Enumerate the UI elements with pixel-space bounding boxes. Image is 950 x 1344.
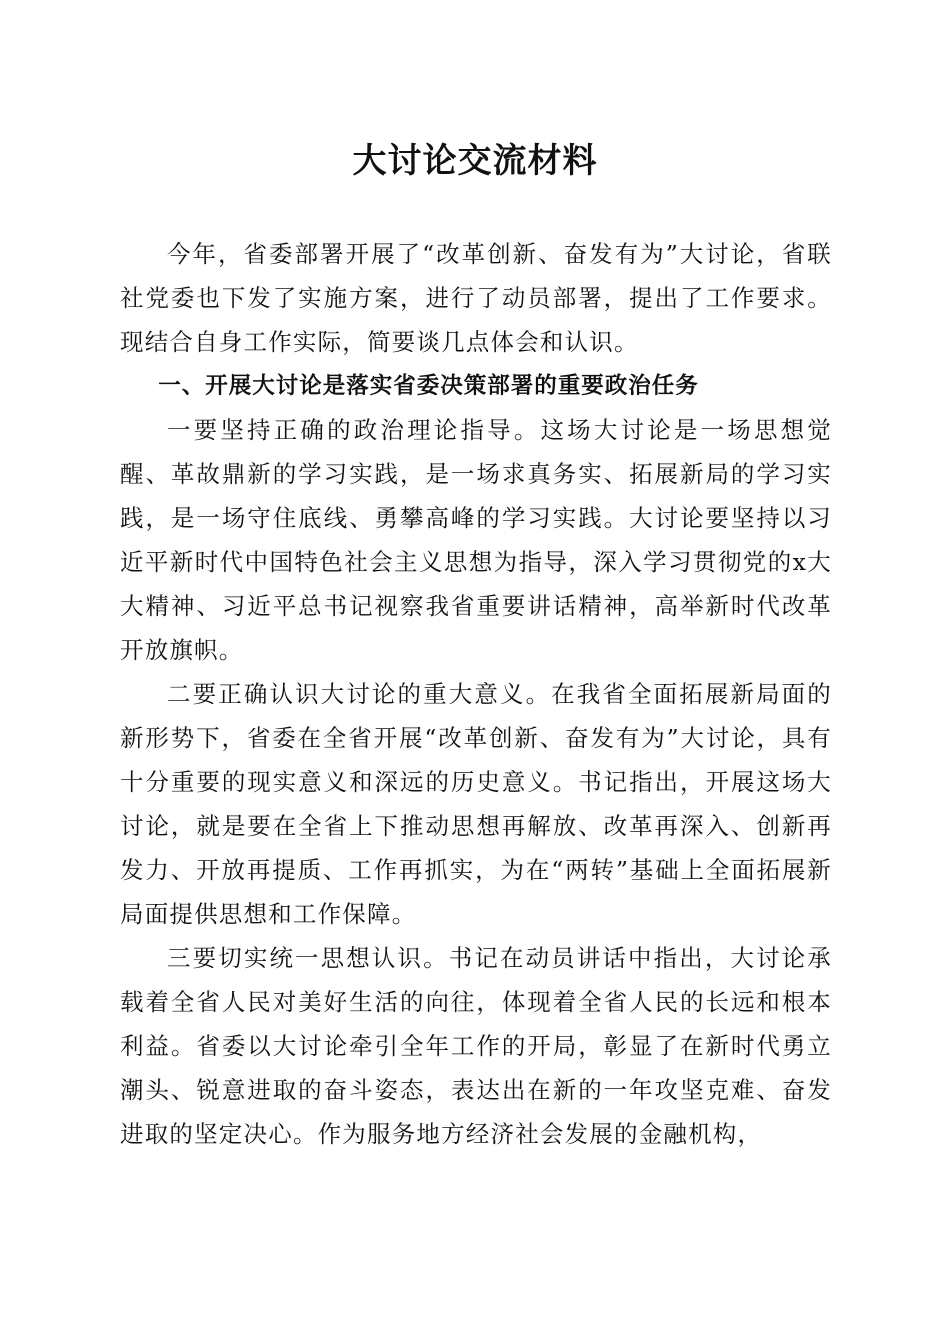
- section-heading: 一、开展大讨论是落实省委决策部署的重要政治任务: [158, 373, 699, 399]
- document-body: [120, 232, 832, 1156]
- body-paragraph-2: 二要正确认识大讨论的重大意义。在我省全面拓展新局面的新形势下，省委在全省开展“改革创新、奋发有为”大讨论，具有十分重要的现实意义和深远的历史意义。书记指出，开展这场大讨论，就是要在全省上下推动思想再解放、改革再深入、创新再发力、开放再提质、工作再抓实，为在“两转”基础上全面拓展新局面提供思想和工作保障。: [120, 680, 832, 928]
- document-title: 大讨论交流材料: [352, 141, 598, 181]
- intro-paragraph: 今年，省委部署开展了“改革创新、奋发有为”大讨论，省联社党委也下发了实施方案，进行了动员部署，提出了工作要求。现结合自身工作实际，简要谈几点体会和认识。: [120, 240, 832, 356]
- body-paragraph-1: 一要坚持正确的政治理论指导。这场大讨论是一场思想觉醒、革故鼎新的学习实践，是一场求真务实、拓展新局的学习实践，是一场守住底线、勇攀高峰的学习实践。大讨论要坚持以习近平新时代中国特色社会主义思想为指导，深入学习贯彻党的x大大精神、习近平总书记视察我省重要讲话精神，高举新时代改革开放旗帜。: [120, 416, 832, 664]
- body-paragraph-3: 三要切实统一思想认识。书记在动员讲话中指出，大讨论承载着全省人民对美好生活的向往，体现着全省人民的长远和根本利益。省委以大讨论牵引全年工作的开局，彰显了在新时代勇立潮头、锐意进取的奋斗姿态，表达出在新的一年攻坚克难、奋发进取的坚定决心。作为服务地方经济社会发展的金融机构，: [120, 944, 832, 1148]
